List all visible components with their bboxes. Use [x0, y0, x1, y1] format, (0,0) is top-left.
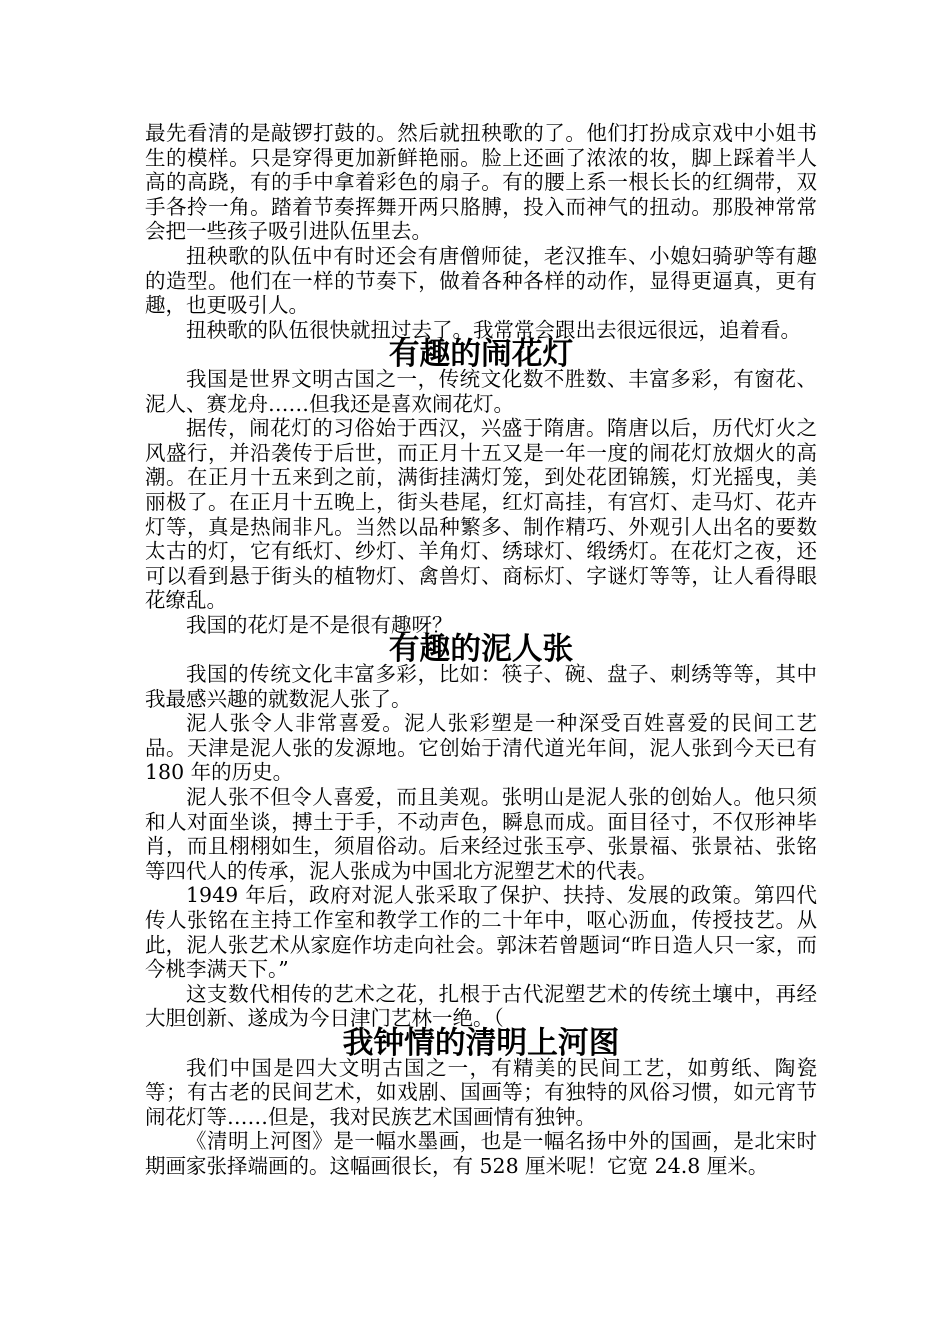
paragraph-clay-1: 我国的传统文化丰富多彩，比如：筷子、碗、盘子、刺绣等等，其中我最感兴趣的就数泥人张了。 — [145, 662, 817, 711]
paragraph-clay-3: 泥人张不但令人喜爱，而且美观。张明山是泥人张的创始人。他只须和人对面坐谈，搏土于手，不动声色，瞬息而成。面目径寸，不仅形神毕肖，而且栩栩如生，须眉俗动。后来经过张玉亭、张景福、张景祜、张铭等四代人的传承，泥人张成为中国北方泥塑艺术的代表。 — [145, 785, 817, 883]
paragraph-clay-4: 1949 年后，政府对泥人张采取了保护、扶持、发展的政策。第四代传人张铭在主持工作室和教学工作的二十年中，呕心沥血，传授技艺。从此，泥人张艺术从家庭作坊走向社会。郭沫若曾题词“昨日造人只一家，而今桃李满天下。” — [145, 883, 817, 982]
paragraph-lantern-1: 我国是世界文明古国之一，传统文化数不胜数、丰富多彩，有窗花、泥人、赛龙舟……但我还是喜欢闹花灯。 — [145, 366, 817, 416]
paragraph-yangge-3: 扭秧歌的队伍很快就扭过去了。我常常会跟出去很远很远，追着看。 — [186, 317, 801, 342]
section-title-clay-figure: 有趣的泥人张 — [388, 631, 574, 668]
paragraph-clay-2: 泥人张令人非常喜爱。泥人张彩塑是一种深受百姓喜爱的民间工艺品。天津是泥人张的发源地。它创始于清代道光年间，泥人张到今天已有 180 年的历史。 — [145, 711, 817, 785]
document-body — [145, 121, 817, 1179]
section-title-qingming-painting: 我钟情的清明上河图 — [342, 1024, 620, 1061]
section-title-lantern: 有趣的闹花灯 — [388, 336, 574, 373]
paragraph-yangge-2: 扭秧歌的队伍中有时还会有唐僧师徒，老汉推车、小媳妇骑驴等有趣的造型。他们在一样的节奏下，做着各种各样的动作，显得更逼真，更有趣，也更吸引人。 — [145, 243, 817, 318]
paragraph-clay-5: 这支数代相传的艺术之花，扎根于古代泥塑艺术的传统土壤中，再经大胆创新、遂成为今日津门艺林一绝。（ — [145, 981, 817, 1031]
paragraph-lantern-3: 我国的花灯是不是很有趣呀？ — [186, 612, 453, 637]
paragraph-qingming-2: 《清明上河图》是一幅水墨画，也是一幅名扬中外的国画，是北宋时期画家张择端画的。这幅画很长，有 528 厘米呢！它宽 24.8 厘米。 — [145, 1129, 817, 1178]
paragraph-lantern-2: 据传，闹花灯的习俗始于西汉，兴盛于隋唐。隋唐以后，历代灯火之风盛行，并沿袭传于后世，而正月十五又是一年一度的闹花灯放烟火的高潮。在正月十五来到之前，满街挂满灯笼，到处花团锦簇，灯光摇曳，美丽极了。在正月十五晚上，街头巷尾，红灯高挂，有宫灯、走马灯、花卉灯等，真是热闹非凡。当然以品种繁多、制作精巧、外观引人出名的要数太古的灯，它有纸灯、纱灯、羊角灯、绣球灯、缎绣灯。在花灯之夜，还可以看到悬于街头的植物灯、禽兽灯、商标灯、字谜灯等等，让人看得眼花缭乱。 — [145, 416, 817, 613]
paragraph-qingming-1: 我们中国是四大文明古国之一，有精美的民间工艺，如剪纸、陶瓷等；有古老的民间艺术，如戏剧、国画等；有独特的风俗习惯，如元宵节闹花灯等……但是，我对民族艺术国画情有独钟。 — [145, 1055, 817, 1129]
paragraph-yangge-1: 最先看清的是敲锣打鼓的。然后就扭秧歌的了。他们打扮成京戏中小姐书生的模样。只是穿得更加新鲜艳丽。脸上还画了浓浓的妆，脚上踩着半人高的高跷，有的手中拿着彩色的扇子。有的腰上系一根长长的红绸带，双手各拎一角。踏着节奏挥舞开两只胳膊，投入而神气的扭动。那股神常常会把一些孩子吸引进队伍里去。 — [145, 121, 817, 244]
